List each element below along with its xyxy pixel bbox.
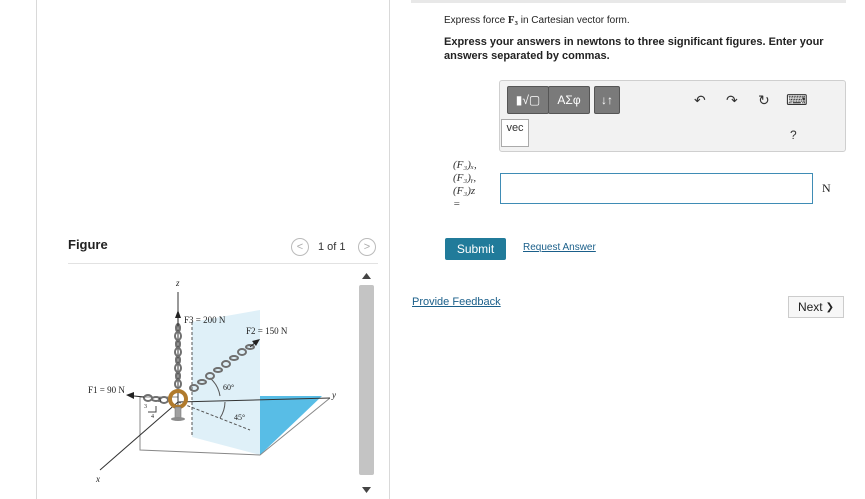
next-label: Next — [797, 300, 823, 314]
next-figure-button[interactable] — [358, 238, 376, 256]
top-border — [411, 0, 846, 3]
arrow-f3 — [175, 310, 181, 318]
z-axis-label: z — [176, 278, 180, 288]
arrows-icon: ↓↑ — [601, 93, 613, 107]
figure-divider — [68, 263, 378, 264]
variable-fx: (F₃)ₓ, — [453, 159, 477, 171]
f2-label: F2 = 150 N — [246, 326, 288, 336]
keyboard-icon[interactable]: ⌨ — [786, 92, 808, 109]
variable-fz: (F₃)z — [453, 185, 476, 197]
prev-figure-button[interactable] — [291, 238, 309, 256]
arrow-f1 — [126, 392, 134, 399]
chevron-right-icon: ❯ — [825, 301, 835, 313]
f1-label: F1 = 90 N — [88, 385, 125, 395]
submit-button[interactable]: Submit — [445, 238, 506, 260]
prompt-force-symbol: F₃ — [507, 14, 518, 26]
chain-f1 — [144, 395, 168, 403]
slope-triangle — [148, 406, 156, 412]
provide-feedback-link[interactable]: Provide Feedback — [412, 296, 501, 308]
undo-icon[interactable]: ↶ — [694, 92, 706, 108]
figure-title: Figure — [68, 237, 108, 252]
variable-fy: (F₃)ᵧ, — [453, 172, 477, 184]
help-icon[interactable]: ? — [790, 128, 797, 142]
answer-input[interactable] — [500, 173, 813, 204]
f3-label: F3 = 200 N — [184, 315, 226, 325]
ratio-5-label: 5 — [158, 398, 161, 404]
chevron-left-icon: < — [296, 240, 304, 253]
chevron-right-icon: > — [363, 240, 371, 253]
scroll-up-icon[interactable] — [362, 273, 371, 280]
vec-button[interactable]: vec — [501, 119, 529, 147]
prompt-text-start: Express force — [444, 15, 508, 26]
force-diagram — [60, 270, 355, 499]
greek-icon: ΑΣφ — [557, 93, 581, 107]
question-instructions: Express your answers in newtons to three significant figures. Enter your answers separated by commas. — [444, 36, 824, 62]
angle-60-label: 60° — [223, 383, 235, 392]
scroll-thumb[interactable] — [359, 285, 374, 475]
ratio-4-label: 4 — [151, 414, 154, 420]
templates-button[interactable] — [507, 86, 549, 114]
horizontal-plane — [260, 396, 322, 455]
prompt-text-end: in Cartesian vector form. — [517, 15, 630, 26]
answer-variables — [453, 159, 477, 211]
x-axis — [100, 402, 178, 470]
x-axis-label: x — [96, 474, 100, 484]
equals-sign: = — [453, 198, 461, 210]
y-axis-label: y — [332, 390, 336, 400]
subscript-superscript-button[interactable] — [594, 86, 620, 114]
next-button[interactable] — [788, 296, 844, 318]
unit-label: N — [822, 181, 831, 195]
angle-45-label: 45° — [234, 413, 246, 422]
reset-icon[interactable]: ↻ — [758, 92, 770, 108]
question-prompt — [444, 14, 630, 26]
ratio-3-label: 3 — [144, 404, 147, 410]
figure-pager: 1 of 1 — [318, 241, 346, 253]
request-answer-link[interactable]: Request Answer — [523, 242, 596, 253]
redo-icon[interactable]: ↷ — [726, 92, 738, 108]
greek-symbols-button[interactable] — [548, 86, 590, 114]
scroll-down-icon[interactable] — [362, 487, 371, 494]
templates-icon: ▮√▢ — [515, 93, 541, 107]
